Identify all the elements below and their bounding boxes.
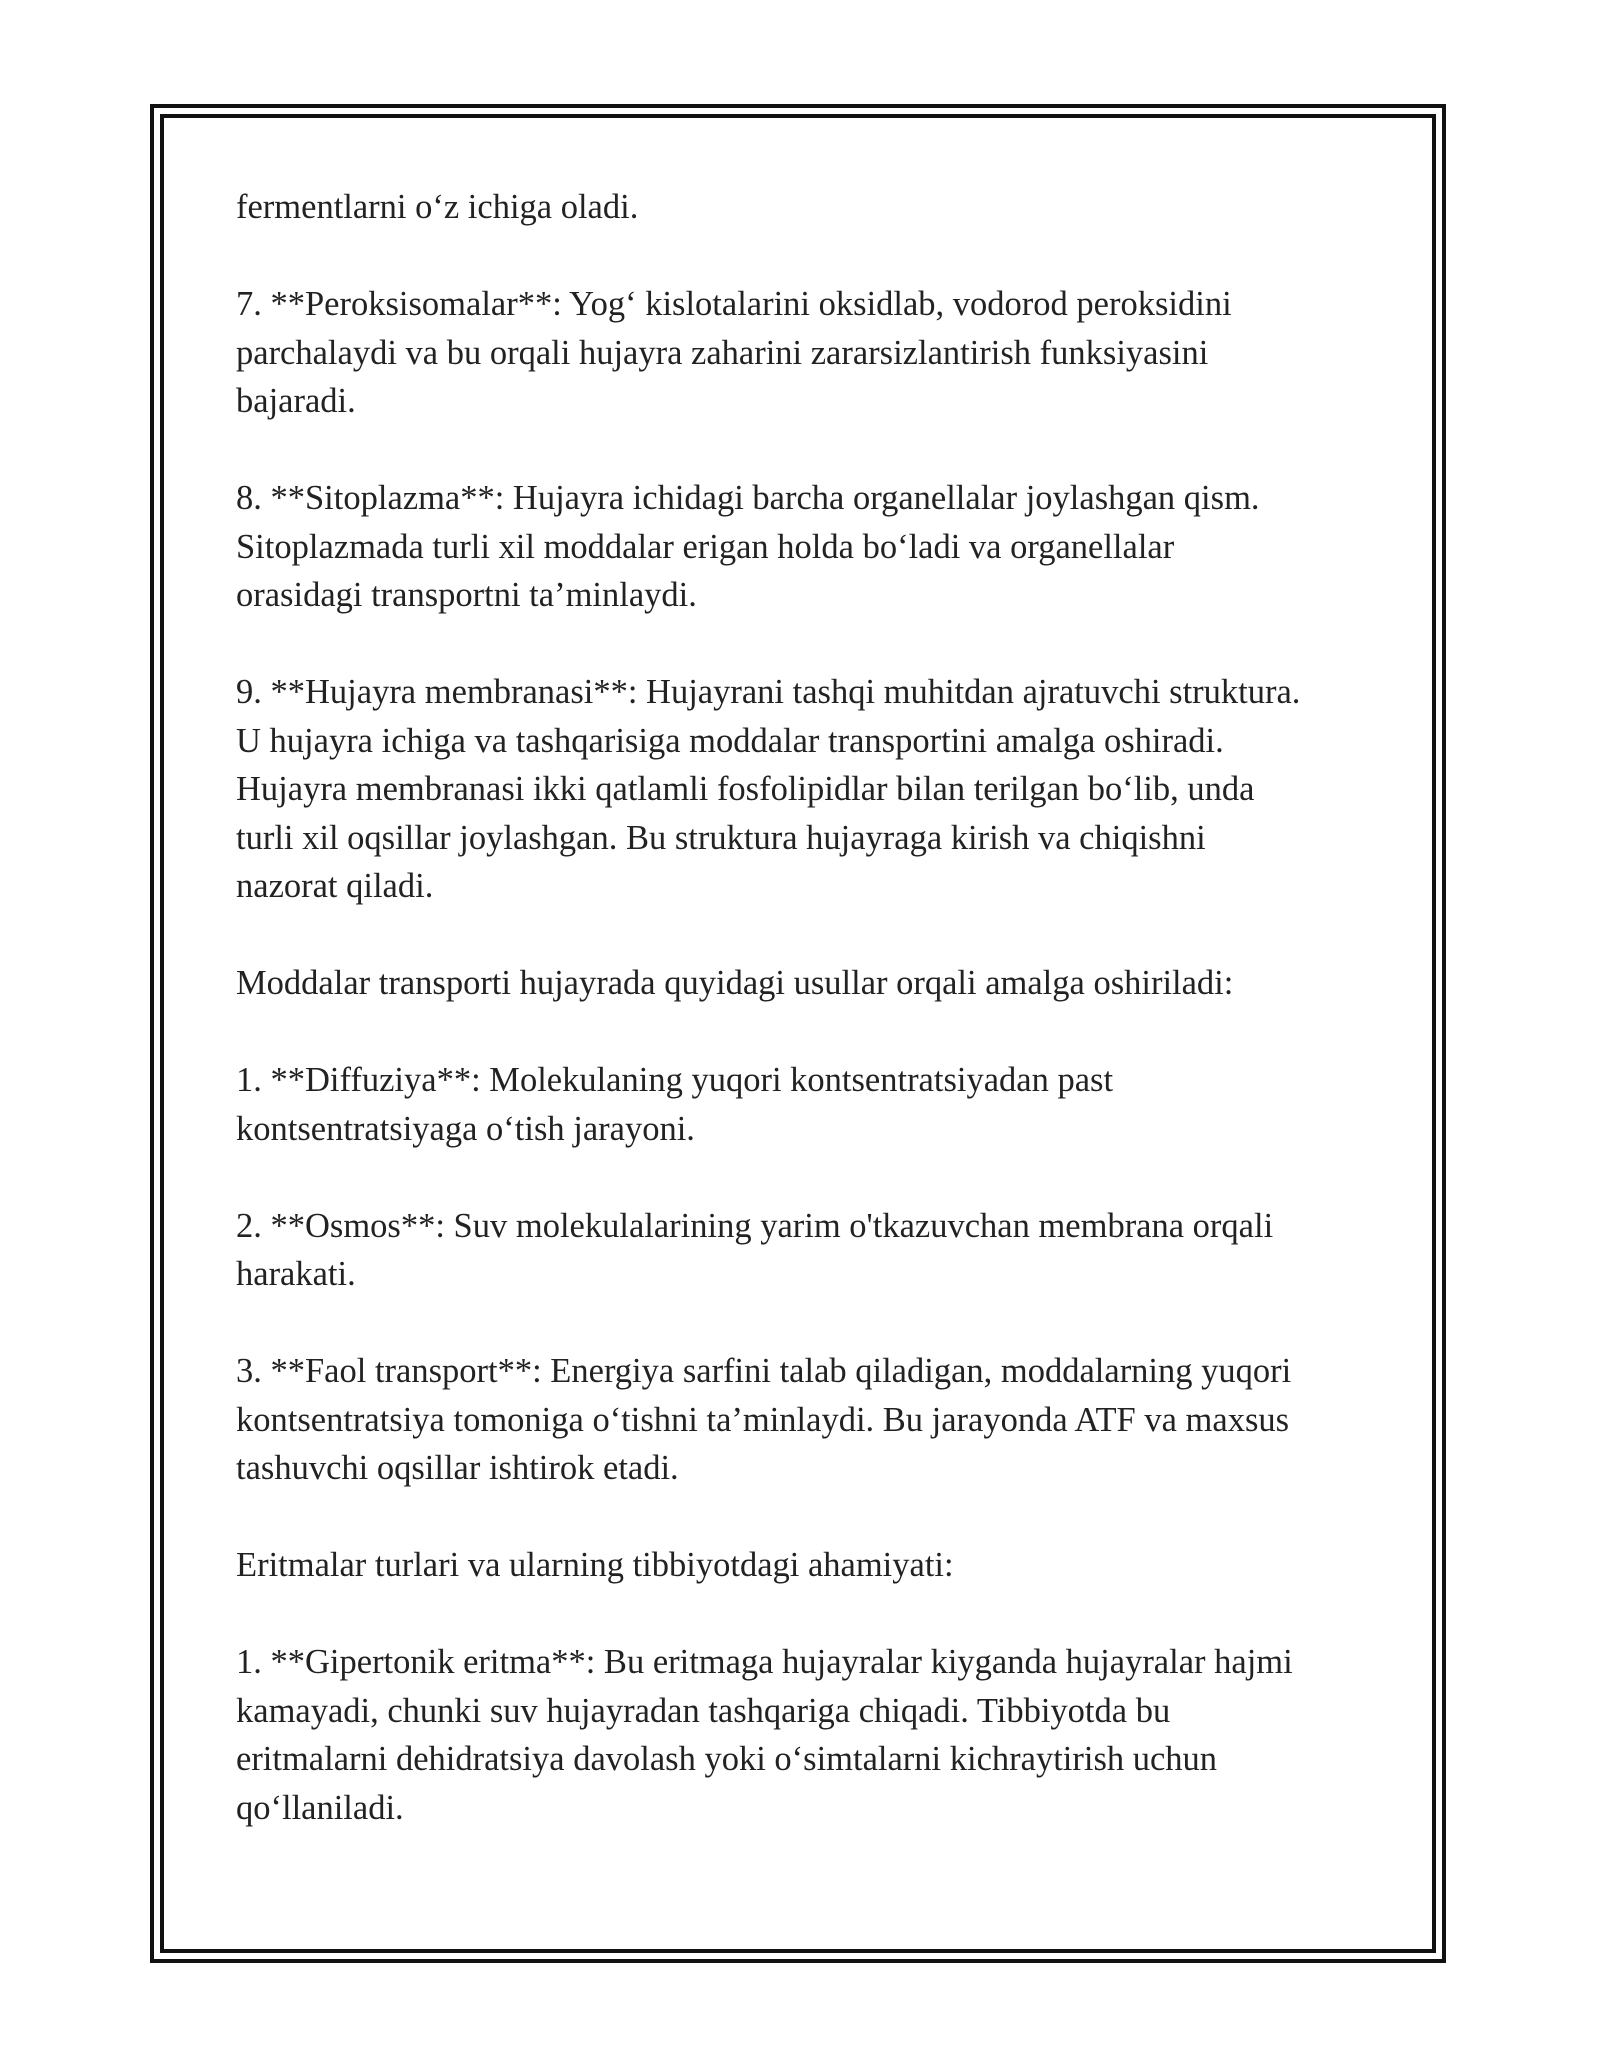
text-line: bajaradi.	[236, 382, 356, 420]
text-line: 7. **Peroksisomalar**: Yog‘ kislotalarini oksidlab, vodorod peroksidini	[236, 285, 1232, 323]
paragraph-faol-transport	[236, 1347, 1386, 1493]
paragraph-continuation	[236, 183, 1386, 232]
paragraph-gipertonik	[236, 1638, 1386, 1832]
text-line: 8. **Sitoplazma**: Hujayra ichidagi barcha organellalar joylashgan qism.	[236, 479, 1260, 517]
paragraph-eritmalar-intro	[236, 1541, 1386, 1590]
text-line: fermentlarni o‘z ichiga oladi.	[236, 188, 639, 226]
text-line: tashuvchi oqsillar ishtirok etadi.	[236, 1449, 679, 1487]
paragraph-hujayra-membranasi	[236, 668, 1386, 911]
text-line: U hujayra ichiga va tashqarisiga moddalar transportini amalga oshiradi.	[236, 721, 1224, 760]
text-line: Eritmalar turlari va ularning tibbiyotdagi ahamiyati:	[236, 1546, 954, 1584]
text-line: kontsentratsiya tomoniga o‘tishni ta’minlaydi. Bu jarayonda ATF va maxsus	[236, 1400, 1290, 1439]
text-line: eritmalarni dehidratsiya davolash yoki o‘simtalarni kichraytirish uchun	[236, 1740, 1218, 1778]
text-line: qo‘llaniladi.	[236, 1788, 404, 1827]
text-line: turli xil oqsillar joylashgan. Bu struktura hujayraga kirish va chiqishni	[236, 818, 1206, 857]
text-line: kamayadi, chunki suv hujayradan tashqariga chiqadi. Tibbiyotda bu	[236, 1691, 1171, 1730]
document-body	[236, 183, 1386, 1881]
text-line: nazorat qiladi.	[236, 867, 434, 905]
text-line: Moddalar transporti hujayrada quyidagi usullar orqali amalga oshiriladi:	[236, 964, 1234, 1002]
text-line: Hujayra membranasi ikki qatlamli fosfolipidlar bilan terilgan bo‘lib, unda	[236, 770, 1255, 808]
text-line: parchalaydi va bu orqali hujayra zaharini zararsizlantirish funksiyasini	[236, 333, 1209, 372]
paragraph-peroksisomalar	[236, 280, 1386, 426]
text-line: orasidagi transportni ta’minlaydi.	[236, 576, 697, 614]
text-line: 1. **Gipertonik eritma**: Bu eritmaga hujayralar kiyganda hujayralar hajmi	[236, 1643, 1293, 1681]
text-line: 2. **Osmos**: Suv molekulalarining yarim o'tkazuvchan membrana orqali	[236, 1206, 1274, 1245]
paragraph-transport-intro	[236, 959, 1386, 1008]
text-line: 9. **Hujayra membranasi**: Hujayrani tashqi muhitdan ajratuvchi struktura.	[236, 673, 1301, 711]
text-line: 1. **Diffuziya**: Molekulaning yuqori kontsentratsiyadan past	[236, 1061, 1114, 1099]
paragraph-osmos	[236, 1202, 1386, 1299]
text-line: kontsentratsiyaga o‘tish jarayoni.	[236, 1109, 695, 1148]
paragraph-diffuziya	[236, 1056, 1386, 1153]
text-line: harakati.	[236, 1255, 356, 1293]
text-line: 3. **Faol transport**: Energiya sarfini talab qiladigan, moddalarning yuqori	[236, 1352, 1292, 1390]
paragraph-sitoplazma	[236, 474, 1386, 620]
text-line: Sitoplazmada turli xil moddalar erigan holda bo‘ladi va organellalar	[236, 527, 1175, 566]
